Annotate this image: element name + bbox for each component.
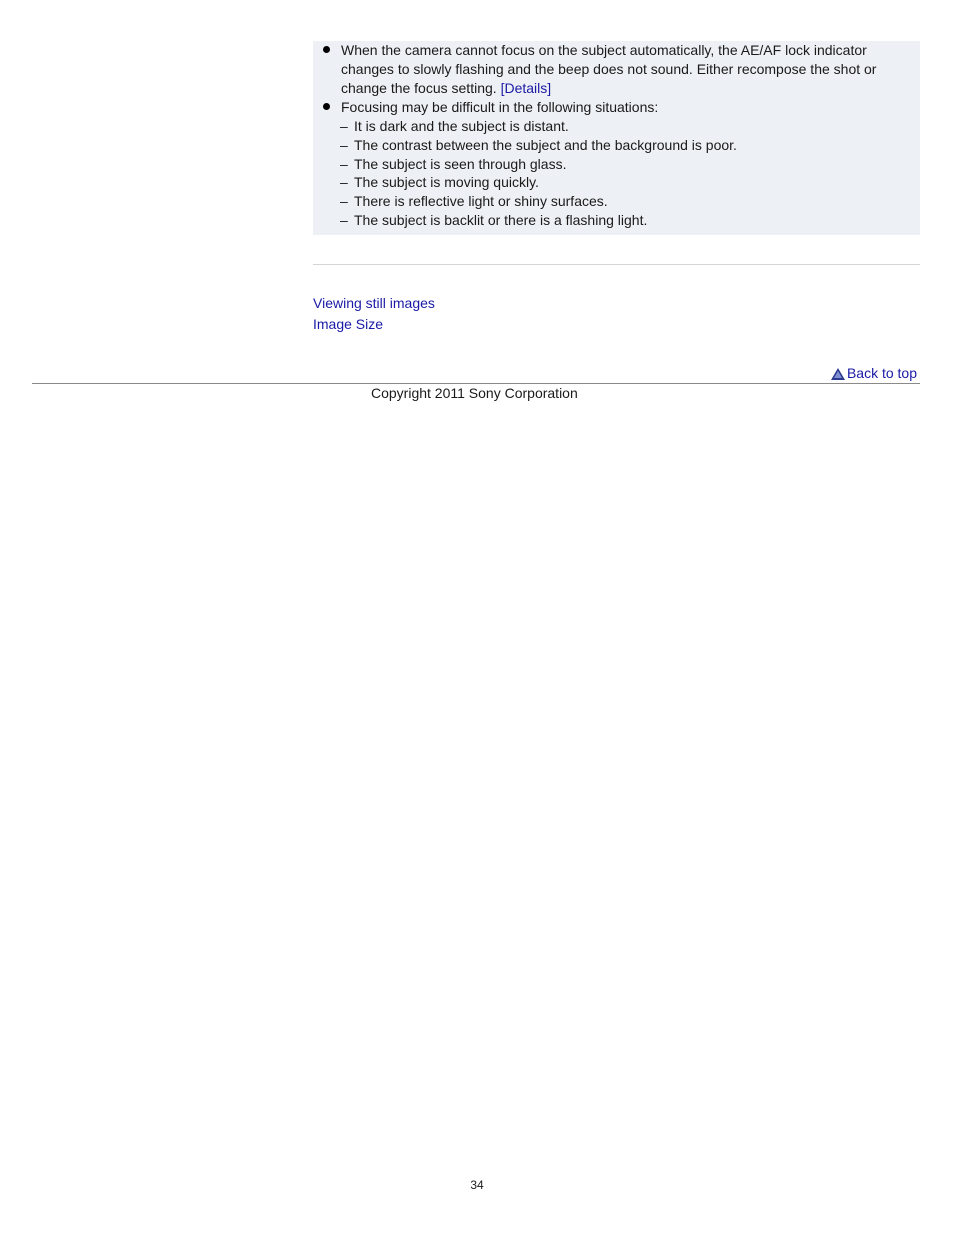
bullet-dot-icon <box>323 103 330 110</box>
dash-icon: – <box>340 156 348 172</box>
situation-item <box>340 117 569 136</box>
dash-icon: – <box>340 193 348 209</box>
situation-item <box>340 173 539 192</box>
dash-icon: – <box>340 137 348 153</box>
note-bullet-text: Focusing may be difficult in the following situations: <box>341 99 659 115</box>
notes-box <box>313 41 920 235</box>
situation-item <box>340 136 737 155</box>
dash-icon: – <box>340 174 348 190</box>
section-divider <box>313 264 920 265</box>
dash-icon: – <box>340 212 348 228</box>
situation-text: The subject is moving quickly. <box>354 174 539 190</box>
situation-text: It is dark and the subject is distant. <box>354 118 569 134</box>
related-link-viewing-still-images[interactable]: Viewing still images <box>313 295 435 311</box>
dash-icon: – <box>340 118 348 134</box>
situation-item <box>340 211 647 230</box>
note-bullet <box>313 98 913 117</box>
bullet-dot-icon <box>323 46 330 53</box>
situation-text: The contrast between the subject and the background is poor. <box>354 137 737 153</box>
situation-text: The subject is seen through glass. <box>354 156 567 172</box>
note-bullet-text-wrapper <box>341 41 911 98</box>
related-link-image-size[interactable]: Image Size <box>313 316 384 332</box>
details-link[interactable]: [Details] <box>500 80 552 96</box>
triangle-up-icon <box>831 368 845 380</box>
back-to-top-link[interactable] <box>831 364 917 383</box>
note-bullet <box>313 41 913 98</box>
situation-item <box>340 192 608 211</box>
situation-item <box>340 155 566 174</box>
copyright-text: Copyright 2011 Sony Corporation <box>371 385 578 401</box>
back-to-top-label: Back to top <box>846 365 917 381</box>
note-bullet-text: When the camera cannot focus on the subject automatically, the AE/AF lock indicator changes to slowly flashing and the beep does not sound. Either recompose the shot or change the focus setting. <box>341 42 877 96</box>
page-number: 34 <box>470 1178 484 1192</box>
situation-text: The subject is backlit or there is a flashing light. <box>354 212 648 228</box>
situation-text: There is reflective light or shiny surfaces. <box>354 193 608 209</box>
